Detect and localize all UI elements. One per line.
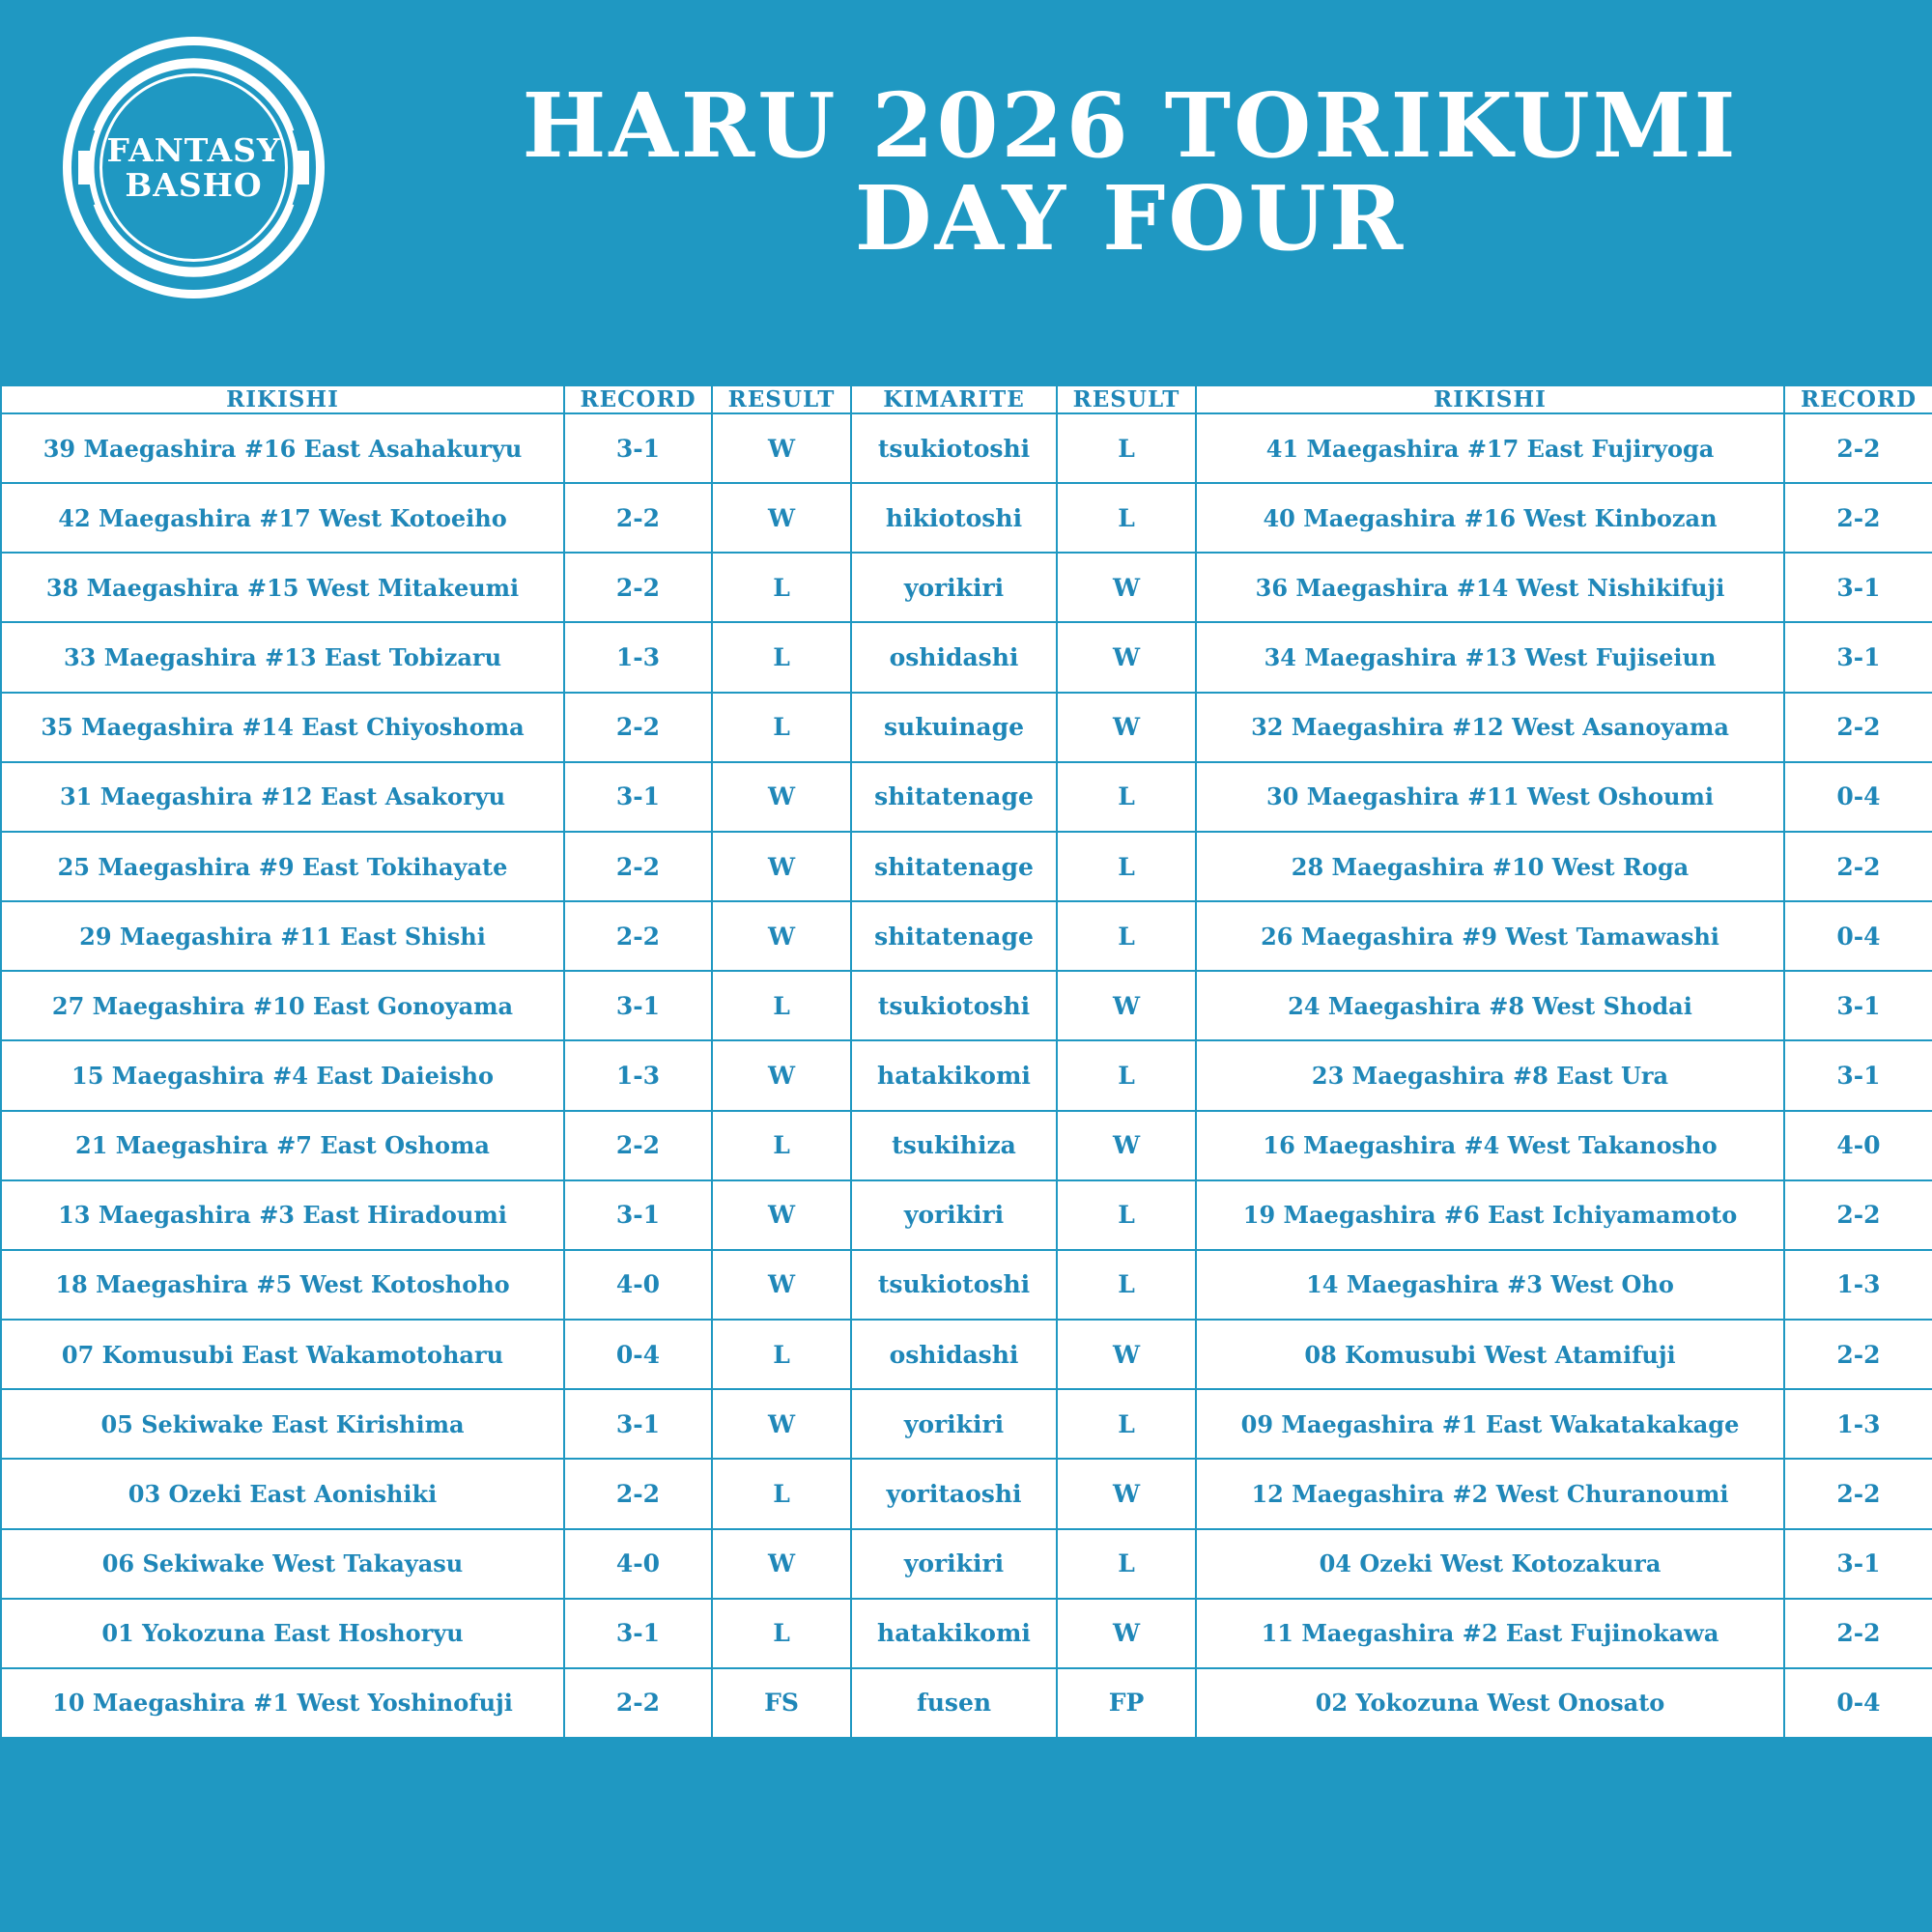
result-right-cell: L — [1057, 483, 1196, 553]
record-right-cell: 2-2 — [1784, 1180, 1932, 1250]
kimarite-cell: tsukihiza — [851, 1111, 1057, 1180]
header-result-west: RESULT — [1057, 385, 1196, 413]
kimarite-cell: tsukiotoshi — [851, 413, 1057, 483]
page-title — [406, 73, 1855, 270]
table-row — [1, 622, 1932, 692]
rikishi-left-cell: 05 Sekiwake East Kirishima — [1, 1389, 564, 1459]
kimarite-cell: hikiotoshi — [851, 483, 1057, 553]
rikishi-right-cell: 19 Maegashira #6 East Ichiyamamoto — [1196, 1180, 1784, 1250]
rikishi-left-cell: 33 Maegashira #13 East Tobizaru — [1, 622, 564, 692]
table-row — [1, 553, 1932, 622]
rikishi-right-cell: 04 Ozeki West Kotozakura — [1196, 1529, 1784, 1599]
table-row — [1, 483, 1932, 553]
kimarite-cell: yorikiri — [851, 1180, 1057, 1250]
rikishi-right-cell: 09 Maegashira #1 East Wakatakakage — [1196, 1389, 1784, 1459]
record-right-cell: 2-2 — [1784, 832, 1932, 901]
rikishi-right-cell: 30 Maegashira #11 West Oshoumi — [1196, 762, 1784, 832]
table-row — [1, 1111, 1932, 1180]
torikumi-table-container — [0, 384, 1932, 1739]
result-right-cell: W — [1057, 693, 1196, 762]
record-right-cell: 2-2 — [1784, 1320, 1932, 1389]
record-right-cell: 2-2 — [1784, 413, 1932, 483]
record-right-cell: 2-2 — [1784, 693, 1932, 762]
record-left-cell: 3-1 — [564, 413, 712, 483]
record-left-cell: 2-2 — [564, 1459, 712, 1528]
rikishi-right-cell: 14 Maegashira #3 West Oho — [1196, 1250, 1784, 1320]
result-left-cell: L — [712, 971, 851, 1040]
header-result-east: RESULT — [712, 385, 851, 413]
rikishi-right-cell: 41 Maegashira #17 East Fujiryoga — [1196, 413, 1784, 483]
result-left-cell: W — [712, 1389, 851, 1459]
logo-line-2: BASHO — [125, 165, 263, 204]
result-left-cell: W — [712, 1040, 851, 1110]
kimarite-cell: hatakikomi — [851, 1599, 1057, 1668]
result-right-cell: L — [1057, 1389, 1196, 1459]
kimarite-cell: hatakikomi — [851, 1040, 1057, 1110]
logo-line-1: FANTASY — [106, 130, 281, 169]
kimarite-cell: yorikiri — [851, 1389, 1057, 1459]
kimarite-cell: oshidashi — [851, 1320, 1057, 1389]
rikishi-left-cell: 06 Sekiwake West Takayasu — [1, 1529, 564, 1599]
result-left-cell: FS — [712, 1668, 851, 1738]
table-row — [1, 1320, 1932, 1389]
header-record-west: RECORD — [1784, 385, 1932, 413]
rikishi-right-cell: 16 Maegashira #4 West Takanosho — [1196, 1111, 1784, 1180]
rikishi-right-cell: 23 Maegashira #8 East Ura — [1196, 1040, 1784, 1110]
result-left-cell: W — [712, 901, 851, 971]
record-right-cell: 1-3 — [1784, 1250, 1932, 1320]
rikishi-right-cell: 36 Maegashira #14 West Nishikifuji — [1196, 553, 1784, 622]
record-left-cell: 2-2 — [564, 693, 712, 762]
record-right-cell: 2-2 — [1784, 483, 1932, 553]
rikishi-left-cell: 35 Maegashira #14 East Chiyoshoma — [1, 693, 564, 762]
result-left-cell: L — [712, 1320, 851, 1389]
header-rikishi-east: RIKISHI — [1, 385, 564, 413]
record-left-cell: 2-2 — [564, 832, 712, 901]
rikishi-left-cell: 13 Maegashira #3 East Hiradoumi — [1, 1180, 564, 1250]
result-right-cell: W — [1057, 622, 1196, 692]
table-header-row — [1, 385, 1932, 413]
record-left-cell: 0-4 — [564, 1320, 712, 1389]
table-row — [1, 693, 1932, 762]
record-right-cell: 1-3 — [1784, 1389, 1932, 1459]
result-left-cell: L — [712, 1459, 851, 1528]
record-left-cell: 1-3 — [564, 622, 712, 692]
table-row — [1, 413, 1932, 483]
rikishi-right-cell: 02 Yokozuna West Onosato — [1196, 1668, 1784, 1738]
rikishi-left-cell: 25 Maegashira #9 East Tokihayate — [1, 832, 564, 901]
record-right-cell: 2-2 — [1784, 1599, 1932, 1668]
rikishi-left-cell: 10 Maegashira #1 West Yoshinofuji — [1, 1668, 564, 1738]
result-left-cell: W — [712, 1180, 851, 1250]
header-kimarite: KIMARITE — [851, 385, 1057, 413]
kimarite-cell: shitatenage — [851, 832, 1057, 901]
table-row — [1, 1668, 1932, 1738]
table-row — [1, 1180, 1932, 1250]
title-line-1: HARU 2026 TORIKUMI — [522, 73, 1739, 178]
rikishi-left-cell: 29 Maegashira #11 East Shishi — [1, 901, 564, 971]
kimarite-cell: tsukiotoshi — [851, 971, 1057, 1040]
record-left-cell: 3-1 — [564, 971, 712, 1040]
record-left-cell: 2-2 — [564, 1111, 712, 1180]
table-row — [1, 762, 1932, 832]
record-right-cell: 3-1 — [1784, 971, 1932, 1040]
result-right-cell: FP — [1057, 1668, 1196, 1738]
rikishi-right-cell: 34 Maegashira #13 West Fujiseiun — [1196, 622, 1784, 692]
rikishi-right-cell: 12 Maegashira #2 West Churanoumi — [1196, 1459, 1784, 1528]
record-left-cell: 3-1 — [564, 1180, 712, 1250]
rikishi-left-cell: 38 Maegashira #15 West Mitakeumi — [1, 553, 564, 622]
table-row — [1, 971, 1932, 1040]
rikishi-left-cell: 18 Maegashira #5 West Kotoshoho — [1, 1250, 564, 1320]
result-right-cell: L — [1057, 762, 1196, 832]
result-right-cell: L — [1057, 1250, 1196, 1320]
rikishi-right-cell: 11 Maegashira #2 East Fujinokawa — [1196, 1599, 1784, 1668]
record-left-cell: 4-0 — [564, 1250, 712, 1320]
result-right-cell: W — [1057, 971, 1196, 1040]
result-left-cell: W — [712, 762, 851, 832]
table-row — [1, 1529, 1932, 1599]
result-right-cell: L — [1057, 1529, 1196, 1599]
rikishi-right-cell: 26 Maegashira #9 West Tamawashi — [1196, 901, 1784, 971]
record-right-cell: 0-4 — [1784, 901, 1932, 971]
record-left-cell: 3-1 — [564, 762, 712, 832]
record-right-cell: 2-2 — [1784, 1459, 1932, 1528]
rikishi-left-cell: 21 Maegashira #7 East Oshoma — [1, 1111, 564, 1180]
kimarite-cell: tsukiotoshi — [851, 1250, 1057, 1320]
kimarite-cell: yorikiri — [851, 553, 1057, 622]
kimarite-cell: shitatenage — [851, 762, 1057, 832]
record-right-cell: 0-4 — [1784, 762, 1932, 832]
result-left-cell: L — [712, 693, 851, 762]
rikishi-right-cell: 28 Maegashira #10 West Roga — [1196, 832, 1784, 901]
result-right-cell: L — [1057, 832, 1196, 901]
result-right-cell: W — [1057, 1111, 1196, 1180]
result-right-cell: L — [1057, 901, 1196, 971]
record-left-cell: 3-1 — [564, 1599, 712, 1668]
record-left-cell: 4-0 — [564, 1529, 712, 1599]
result-right-cell: L — [1057, 1180, 1196, 1250]
result-left-cell: L — [712, 553, 851, 622]
result-right-cell: W — [1057, 553, 1196, 622]
record-left-cell: 3-1 — [564, 1389, 712, 1459]
result-left-cell: W — [712, 483, 851, 553]
rikishi-right-cell: 32 Maegashira #12 West Asanoyama — [1196, 693, 1784, 762]
record-left-cell: 1-3 — [564, 1040, 712, 1110]
rikishi-left-cell: 03 Ozeki East Aonishiki — [1, 1459, 564, 1528]
rikishi-right-cell: 08 Komusubi West Atamifuji — [1196, 1320, 1784, 1389]
result-left-cell: W — [712, 1529, 851, 1599]
kimarite-cell: sukuinage — [851, 693, 1057, 762]
result-left-cell: W — [712, 832, 851, 901]
result-right-cell: L — [1057, 413, 1196, 483]
fantasy-basho-logo — [61, 35, 327, 300]
record-right-cell: 3-1 — [1784, 622, 1932, 692]
torikumi-table — [0, 384, 1932, 1739]
record-right-cell: 3-1 — [1784, 1040, 1932, 1110]
result-left-cell: L — [712, 622, 851, 692]
result-left-cell: L — [712, 1599, 851, 1668]
result-left-cell: W — [712, 1250, 851, 1320]
rikishi-left-cell: 42 Maegashira #17 West Kotoeiho — [1, 483, 564, 553]
table-row — [1, 1599, 1932, 1668]
record-left-cell: 2-2 — [564, 1668, 712, 1738]
record-left-cell: 2-2 — [564, 553, 712, 622]
rikishi-right-cell: 24 Maegashira #8 West Shodai — [1196, 971, 1784, 1040]
result-left-cell: W — [712, 413, 851, 483]
header-record-east: RECORD — [564, 385, 712, 413]
kimarite-cell: oshidashi — [851, 622, 1057, 692]
record-right-cell: 4-0 — [1784, 1111, 1932, 1180]
rikishi-left-cell: 15 Maegashira #4 East Daieisho — [1, 1040, 564, 1110]
table-row — [1, 1250, 1932, 1320]
kimarite-cell: fusen — [851, 1668, 1057, 1738]
result-right-cell: W — [1057, 1459, 1196, 1528]
record-left-cell: 2-2 — [564, 483, 712, 553]
record-right-cell: 0-4 — [1784, 1668, 1932, 1738]
rikishi-left-cell: 39 Maegashira #16 East Asahakuryu — [1, 413, 564, 483]
table-row — [1, 901, 1932, 971]
kimarite-cell: shitatenage — [851, 901, 1057, 971]
result-right-cell: W — [1057, 1320, 1196, 1389]
rikishi-right-cell: 40 Maegashira #16 West Kinbozan — [1196, 483, 1784, 553]
header-rikishi-west: RIKISHI — [1196, 385, 1784, 413]
record-right-cell: 3-1 — [1784, 1529, 1932, 1599]
table-row — [1, 832, 1932, 901]
result-left-cell: L — [712, 1111, 851, 1180]
result-right-cell: W — [1057, 1599, 1196, 1668]
table-row — [1, 1389, 1932, 1459]
record-right-cell: 3-1 — [1784, 553, 1932, 622]
result-right-cell: L — [1057, 1040, 1196, 1110]
table-row — [1, 1040, 1932, 1110]
record-left-cell: 2-2 — [564, 901, 712, 971]
rikishi-left-cell: 31 Maegashira #12 East Asakoryu — [1, 762, 564, 832]
rikishi-left-cell: 07 Komusubi East Wakamotoharu — [1, 1320, 564, 1389]
rikishi-left-cell: 01 Yokozuna East Hoshoryu — [1, 1599, 564, 1668]
table-row — [1, 1459, 1932, 1528]
kimarite-cell: yoritaoshi — [851, 1459, 1057, 1528]
rikishi-left-cell: 27 Maegashira #10 East Gonoyama — [1, 971, 564, 1040]
kimarite-cell: yorikiri — [851, 1529, 1057, 1599]
title-line-2: DAY FOUR — [854, 166, 1406, 270]
